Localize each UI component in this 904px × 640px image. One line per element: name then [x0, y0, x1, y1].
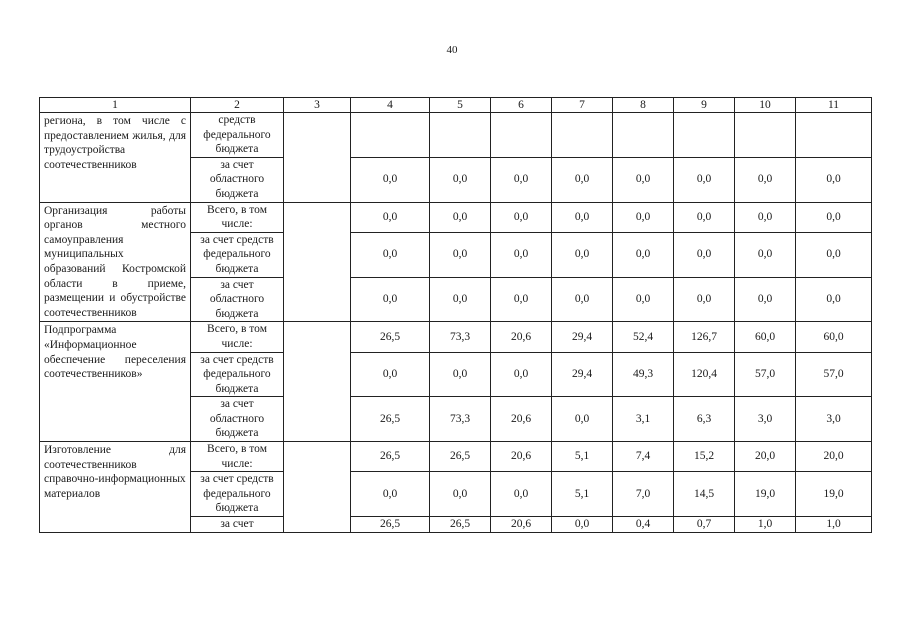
value-cell: 3,0: [735, 397, 796, 442]
header-cell: 3: [284, 98, 351, 113]
value-cell: 1,0: [735, 517, 796, 533]
value-cell: 57,0: [796, 352, 872, 397]
value-cell: [674, 113, 735, 158]
value-cell: 57,0: [735, 352, 796, 397]
value-cell: 7,0: [613, 472, 674, 517]
value-cell: 0,0: [351, 157, 430, 202]
value-cell: 0,0: [430, 277, 491, 322]
funding-source-cell: за счет средств федерального бюджета: [191, 472, 284, 517]
header-cell: 11: [796, 98, 872, 113]
value-cell: 5,1: [552, 442, 613, 472]
row-group-name: Изготовление для соотечественников справочно-информационных материалов: [40, 442, 191, 533]
table-row: [40, 322, 872, 352]
row-group-name: Подпрограмма «Информационное обеспечение переселения соотечественников»: [40, 322, 191, 442]
header-cell: 4: [351, 98, 430, 113]
value-cell: 26,5: [351, 442, 430, 472]
value-cell: [430, 113, 491, 158]
value-cell: [613, 113, 674, 158]
value-cell: 0,0: [430, 352, 491, 397]
header-cell: 7: [552, 98, 613, 113]
value-cell: 26,5: [351, 397, 430, 442]
value-cell: 0,0: [351, 232, 430, 277]
column-3-cell: [284, 202, 351, 322]
value-cell: 0,0: [613, 157, 674, 202]
value-cell: 0,0: [351, 472, 430, 517]
value-cell: 0,0: [491, 202, 552, 232]
header-cell: 5: [430, 98, 491, 113]
value-cell: 29,4: [552, 352, 613, 397]
value-cell: 1,0: [796, 517, 872, 533]
value-cell: 0,0: [351, 277, 430, 322]
value-cell: 0,0: [430, 232, 491, 277]
value-cell: 29,4: [552, 322, 613, 352]
value-cell: 0,0: [430, 472, 491, 517]
value-cell: 0,0: [552, 232, 613, 277]
value-cell: 19,0: [796, 472, 872, 517]
value-cell: [351, 113, 430, 158]
value-cell: 20,6: [491, 322, 552, 352]
table-row: [40, 113, 872, 158]
value-cell: 0,0: [430, 202, 491, 232]
funding-source-cell: за счет областного бюджета: [191, 277, 284, 322]
value-cell: 0,0: [613, 232, 674, 277]
value-cell: 120,4: [674, 352, 735, 397]
value-cell: 0,0: [796, 277, 872, 322]
value-cell: 5,1: [552, 472, 613, 517]
funding-source-cell: за счет областного бюджета: [191, 397, 284, 442]
table-row: [40, 442, 872, 472]
value-cell: 0,4: [613, 517, 674, 533]
column-3-cell: [284, 322, 351, 442]
value-cell: 7,4: [613, 442, 674, 472]
funding-source-cell: Всего, в том числе:: [191, 202, 284, 232]
value-cell: 0,0: [735, 232, 796, 277]
value-cell: 26,5: [351, 517, 430, 533]
funding-source-cell: за счет средств федерального бюджета: [191, 352, 284, 397]
value-cell: 3,0: [796, 397, 872, 442]
value-cell: 20,0: [796, 442, 872, 472]
value-cell: 0,0: [613, 277, 674, 322]
value-cell: [796, 113, 872, 158]
value-cell: 60,0: [796, 322, 872, 352]
table-row: [40, 202, 872, 232]
value-cell: 49,3: [613, 352, 674, 397]
value-cell: [491, 113, 552, 158]
header-cell: 9: [674, 98, 735, 113]
value-cell: 126,7: [674, 322, 735, 352]
header-cell: 1: [40, 98, 191, 113]
value-cell: 0,0: [552, 202, 613, 232]
header-cell: 10: [735, 98, 796, 113]
value-cell: 26,5: [351, 322, 430, 352]
value-cell: 0,0: [491, 232, 552, 277]
value-cell: 0,0: [674, 232, 735, 277]
value-cell: 20,0: [735, 442, 796, 472]
value-cell: 14,5: [674, 472, 735, 517]
value-cell: 15,2: [674, 442, 735, 472]
funding-source-cell: Всего, в том числе:: [191, 322, 284, 352]
value-cell: 0,0: [613, 202, 674, 232]
value-cell: 20,6: [491, 517, 552, 533]
value-cell: 19,0: [735, 472, 796, 517]
header-cell: 2: [191, 98, 284, 113]
value-cell: 0,0: [491, 472, 552, 517]
value-cell: 0,0: [552, 277, 613, 322]
column-3-cell: [284, 113, 351, 203]
value-cell: 0,7: [674, 517, 735, 533]
row-group-name: региона, в том числе с предоставлением жилья, для трудоустройства соотечественников: [40, 113, 191, 203]
value-cell: 0,0: [735, 157, 796, 202]
value-cell: 0,0: [735, 277, 796, 322]
value-cell: 73,3: [430, 322, 491, 352]
budget-table: [39, 97, 872, 533]
funding-source-cell: Всего, в том числе:: [191, 442, 284, 472]
value-cell: 0,0: [491, 277, 552, 322]
value-cell: 0,0: [674, 157, 735, 202]
value-cell: 0,0: [552, 397, 613, 442]
value-cell: 73,3: [430, 397, 491, 442]
value-cell: 52,4: [613, 322, 674, 352]
value-cell: 0,0: [796, 157, 872, 202]
header-cell: 8: [613, 98, 674, 113]
value-cell: 0,0: [735, 202, 796, 232]
value-cell: 0,0: [351, 352, 430, 397]
value-cell: 0,0: [552, 157, 613, 202]
table-body: [40, 98, 872, 533]
value-cell: 3,1: [613, 397, 674, 442]
value-cell: 20,6: [491, 442, 552, 472]
value-cell: 0,0: [491, 157, 552, 202]
header-row: [40, 98, 872, 113]
value-cell: 0,0: [552, 517, 613, 533]
value-cell: 60,0: [735, 322, 796, 352]
funding-source-cell: средств федерального бюджета: [191, 113, 284, 158]
value-cell: 6,3: [674, 397, 735, 442]
value-cell: 0,0: [430, 157, 491, 202]
funding-source-cell: за счет: [191, 517, 284, 533]
page-number: 40: [446, 44, 458, 56]
value-cell: [735, 113, 796, 158]
value-cell: 26,5: [430, 442, 491, 472]
funding-source-cell: за счет средств федерального бюджета: [191, 232, 284, 277]
header-cell: 6: [491, 98, 552, 113]
value-cell: 0,0: [351, 202, 430, 232]
value-cell: 0,0: [674, 202, 735, 232]
row-group-name: Организация работы органов местного самоуправления муниципальных образований Костромской области в приеме, размещении и обустройстве соотечественников: [40, 202, 191, 322]
value-cell: 0,0: [796, 232, 872, 277]
value-cell: 26,5: [430, 517, 491, 533]
value-cell: [552, 113, 613, 158]
column-3-cell: [284, 442, 351, 533]
value-cell: 0,0: [796, 202, 872, 232]
value-cell: 0,0: [491, 352, 552, 397]
value-cell: 0,0: [674, 277, 735, 322]
value-cell: 20,6: [491, 397, 552, 442]
funding-source-cell: за счет областного бюджета: [191, 157, 284, 202]
